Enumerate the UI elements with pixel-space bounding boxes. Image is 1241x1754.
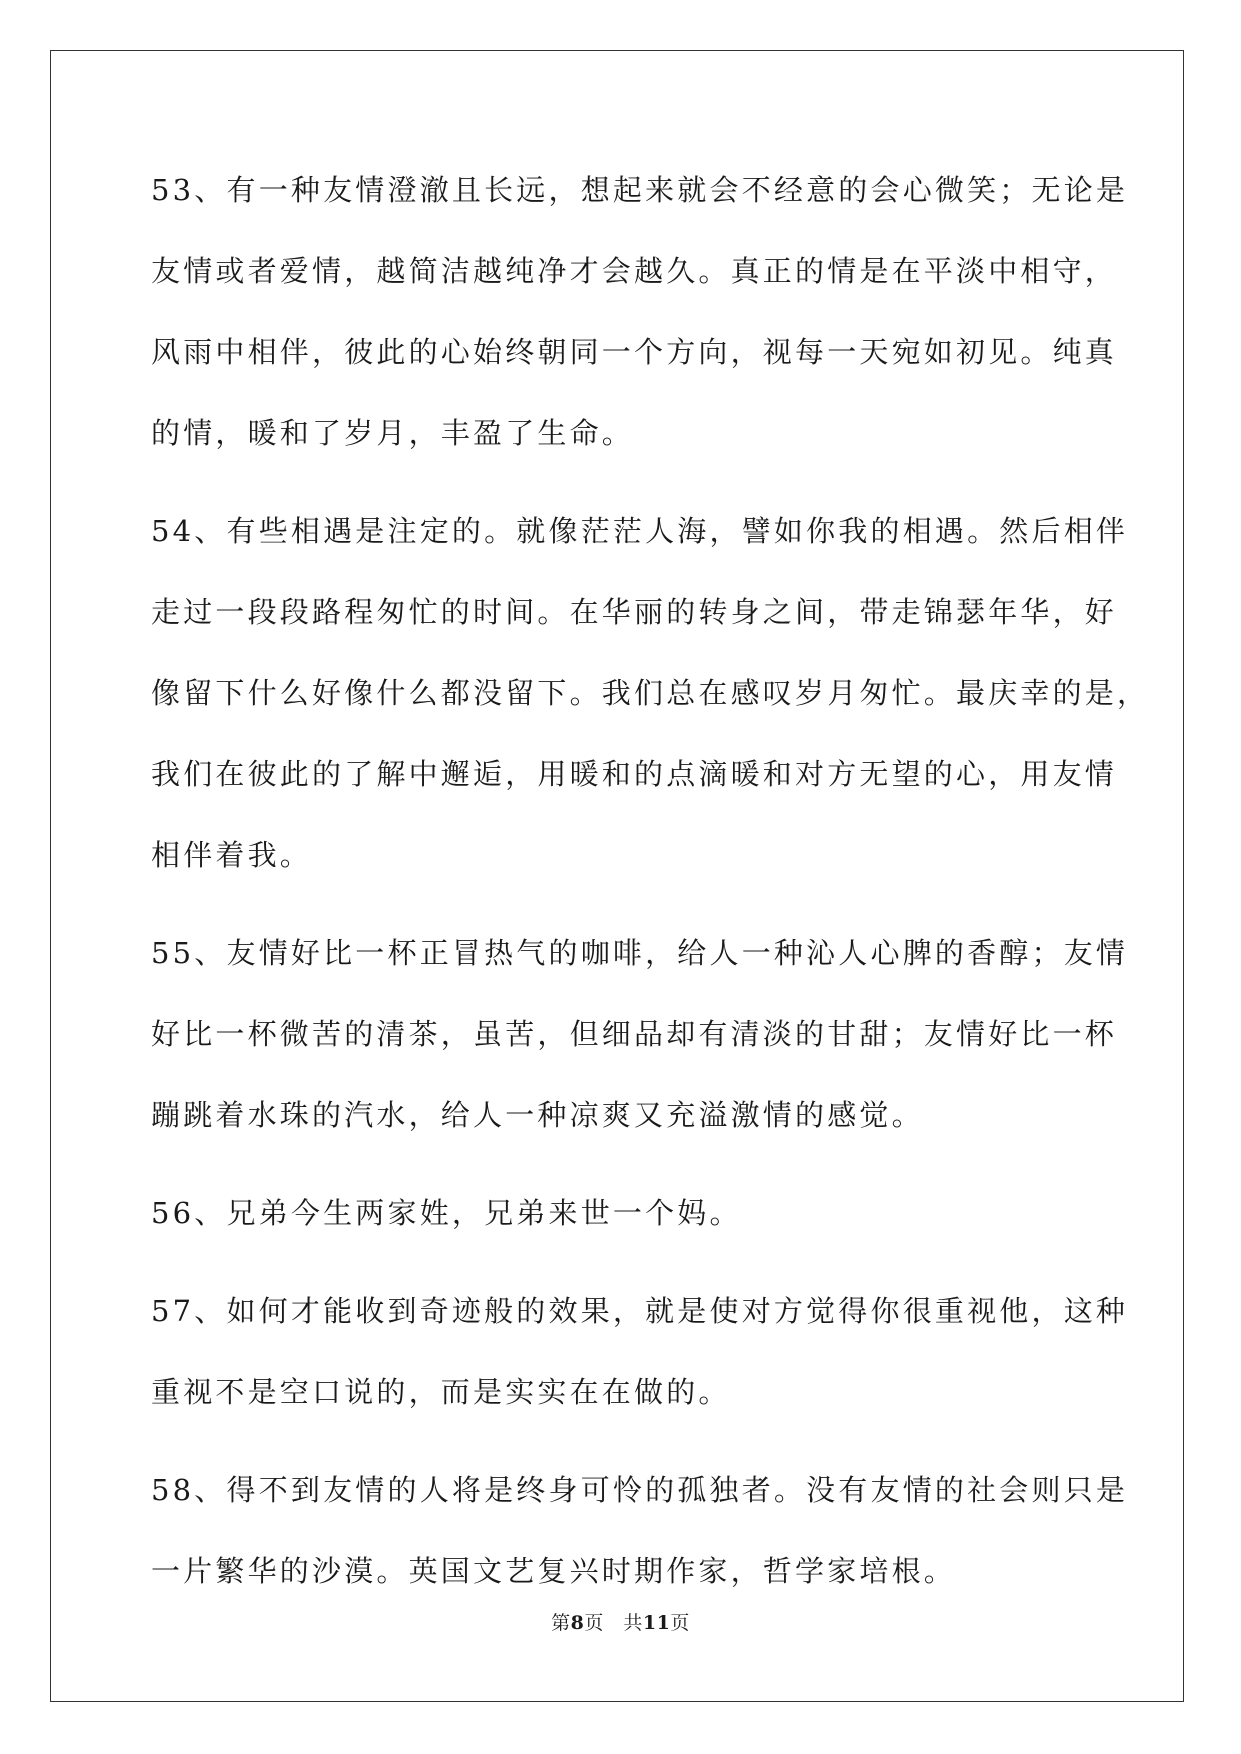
paragraph-53 [151, 150, 1129, 474]
document-body [151, 150, 1150, 1629]
text-line: 友情或者爱情，越简洁越纯净才会越久。真正的情是在平淡中相守， [151, 254, 1118, 288]
text-line: 57、如何才能收到奇迹般的效果，就是使对方觉得你很重视他，这种 [151, 1294, 1129, 1328]
text-line: 我们在彼此的了解中邂逅，用暖和的点滴暖和对方无望的心，用友情 [151, 757, 1118, 791]
text-line: 55、友情好比一杯正冒热气的咖啡，给人一种沁人心脾的香醇；友情 [151, 936, 1129, 970]
text-line: 58、得不到友情的人将是终身可怜的孤独者。没有友情的社会则只是 [151, 1473, 1129, 1507]
text-line: 走过一段段路程匆忙的时间。在华丽的转身之间，带走锦瑟年华，好 [151, 595, 1118, 629]
text-line: 56、兄弟今生两家姓，兄弟来世一个妈。 [151, 1196, 742, 1230]
text-line: 重视不是空口说的，而是实实在在做的。 [151, 1375, 731, 1409]
paragraph-58 [151, 1450, 1129, 1612]
current-page-number: 8 [570, 1612, 585, 1634]
total-page-number: 11 [642, 1612, 671, 1634]
text-line: 相伴着我。 [151, 838, 313, 872]
paragraph-57 [151, 1271, 1129, 1433]
paragraph-55 [151, 913, 1129, 1156]
text-line: 蹦跳着水珠的汽水，给人一种凉爽又充溢激情的感觉。 [151, 1098, 924, 1132]
text-line: 风雨中相伴，彼此的心始终朝同一个方向，视每一天宛如初见。纯真 [151, 335, 1118, 369]
footer-suffix: 页 [670, 1612, 690, 1634]
footer-mid: 页 共 [584, 1612, 643, 1634]
paragraph-54 [151, 491, 1150, 896]
text-line: 好比一杯微苦的清茶，虽苦，但细品却有清淡的甘甜；友情好比一杯 [151, 1017, 1118, 1051]
text-line: 53、有一种友情澄澈且长远，想起来就会不经意的会心微笑；无论是 [151, 173, 1129, 207]
text-line: 54、有些相遇是注定的。就像茫茫人海，譬如你我的相遇。然后相伴 [151, 514, 1129, 548]
text-line: 一片繁华的沙漠。英国文艺复兴时期作家，哲学家培根。 [151, 1554, 957, 1588]
paragraph-56 [151, 1173, 1091, 1254]
text-line: 的情，暖和了岁月，丰盈了生命。 [151, 416, 635, 450]
text-line: 像留下什么好像什么都没留下。我们总在感叹岁月匆忙。最庆幸的是， [151, 676, 1150, 710]
footer-prefix: 第 [551, 1612, 571, 1634]
page-footer [0, 1608, 1241, 1635]
